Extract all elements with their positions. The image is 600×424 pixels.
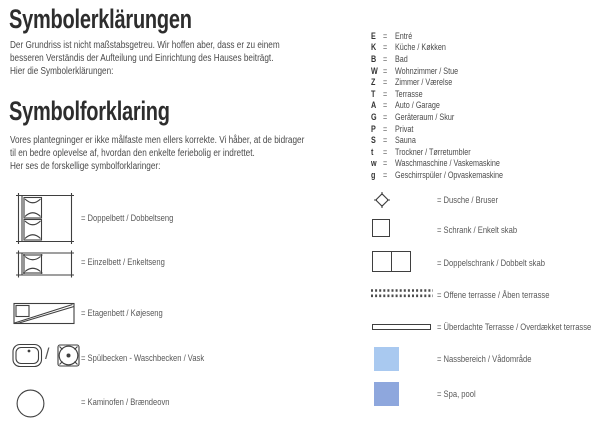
abbrev-label: Küche / Køkken bbox=[395, 42, 446, 53]
spa-pool-swatch bbox=[374, 382, 399, 406]
equals-sign: = bbox=[383, 42, 388, 53]
intro-de-line-3: Hier die Symbolerklärungen: bbox=[10, 66, 114, 77]
abbrev-row-geraeteraum bbox=[371, 111, 503, 123]
abbrev-row-privat bbox=[371, 123, 503, 135]
single-cabinet-label: = Schrank / Enkelt skab bbox=[437, 225, 518, 236]
abbrev-label: Wohnzimmer / Stue bbox=[395, 65, 459, 76]
abbrev-label: Bad bbox=[395, 53, 408, 64]
equals-sign: = bbox=[383, 65, 388, 76]
abbrev-key: P bbox=[371, 123, 376, 134]
page-title-danish: Symbolforklaring bbox=[9, 96, 170, 126]
wood-stove-icon bbox=[16, 389, 45, 418]
wet-area-swatch bbox=[374, 347, 399, 371]
page-title-german: Symbolerklärungen bbox=[9, 4, 192, 34]
abbrev-label: Geschirrspüler / Opvaskemaskine bbox=[395, 169, 504, 180]
abbrev-label: Auto / Garage bbox=[395, 100, 440, 111]
abbrev-label: Privat bbox=[395, 123, 414, 134]
abbrev-row-waschmaschine bbox=[371, 158, 503, 170]
abbrev-row-trockner bbox=[371, 146, 503, 158]
cabinet-cell bbox=[372, 251, 392, 272]
open-terrace-label: = Offene terrasse / Åben terrasse bbox=[437, 290, 550, 301]
abbrev-key: A bbox=[371, 100, 377, 111]
abbrev-row-wohnzimmer bbox=[371, 65, 503, 77]
intro-de-line-1: Der Grundriss ist nicht maßstabsgetreu. Wir hoffen aber, dass er zu einem bbox=[10, 40, 280, 51]
abbrev-key: B bbox=[371, 53, 377, 64]
shower-label: = Dusche / Bruser bbox=[437, 195, 499, 206]
equals-sign: = bbox=[383, 111, 388, 122]
intro-dk-line-2: til en bedre oplevelse af, hvordan den enkelte feriebolig er indrettet. bbox=[10, 148, 255, 159]
abbrev-label: Trockner / Tørretumbler bbox=[395, 146, 471, 157]
abbrev-label: Sauna bbox=[395, 135, 416, 146]
abbrev-row-terrasse bbox=[371, 88, 503, 100]
abbrev-key: G bbox=[371, 111, 377, 122]
spa-pool-label: = Spa, pool bbox=[437, 389, 476, 400]
abbrev-label: Terrasse bbox=[395, 88, 423, 99]
bunk-bed-label: = Etagenbett / Køjeseng bbox=[81, 308, 163, 319]
equals-sign: = bbox=[383, 135, 388, 146]
abbrev-key: T bbox=[371, 88, 376, 99]
intro-de-line-2: besseren Verständis der Aufteilung und Einrichtung des Hauses beiträgt. bbox=[10, 53, 274, 64]
washbasin-icon bbox=[57, 343, 80, 368]
equals-sign: = bbox=[383, 146, 388, 157]
double-cabinet-label: = Doppelschrank / Dobbelt skab bbox=[437, 258, 545, 269]
equals-sign: = bbox=[383, 158, 388, 169]
abbrev-label: Entré bbox=[395, 30, 413, 41]
double-bed-icon bbox=[15, 192, 75, 245]
equals-sign: = bbox=[383, 88, 388, 99]
covered-terrace-label: = Überdachte Terrasse / Overdækket terrasse bbox=[437, 322, 592, 333]
double-bed-label: = Doppelbett / Dobbeltseng bbox=[81, 213, 174, 224]
cabinet-cell bbox=[391, 251, 411, 272]
slash-separator: / bbox=[45, 346, 50, 363]
abbreviation-list bbox=[371, 30, 536, 181]
abbrev-row-auto bbox=[371, 100, 503, 112]
abbrev-row-entre bbox=[371, 30, 503, 42]
abbrev-key: t bbox=[371, 146, 374, 157]
kitchen-sink-icon bbox=[12, 343, 43, 368]
equals-sign: = bbox=[383, 53, 388, 64]
equals-sign: = bbox=[383, 123, 388, 134]
equals-sign: = bbox=[383, 77, 388, 88]
abbrev-key: w bbox=[371, 158, 377, 169]
covered-terrace-icon bbox=[372, 324, 431, 330]
equals-sign: = bbox=[383, 100, 388, 111]
abbrev-label: Zimmer / Værelse bbox=[395, 77, 453, 88]
wet-area-label: = Nassbereich / Vådområde bbox=[437, 354, 532, 365]
abbrev-row-bad bbox=[371, 53, 503, 65]
abbrev-row-geschirrspueler bbox=[371, 169, 503, 181]
equals-sign: = bbox=[383, 30, 388, 41]
single-cabinet-icon bbox=[372, 219, 390, 237]
double-cabinet-icon bbox=[372, 251, 411, 272]
abbrev-key: W bbox=[371, 65, 378, 76]
abbrev-label: Waschmaschine / Vaskemaskine bbox=[395, 158, 500, 169]
sink-label: = Spülbecken - Waschbecken / Vask bbox=[81, 353, 205, 364]
equals-sign: = bbox=[383, 169, 388, 180]
shower-icon bbox=[374, 192, 390, 208]
abbrev-row-kueche bbox=[371, 42, 503, 54]
bunk-bed-icon bbox=[13, 302, 75, 325]
abbrev-key: K bbox=[371, 42, 377, 53]
intro-dk-line-3: Her ses de forskellige symbolforklaringer: bbox=[10, 161, 161, 172]
intro-paragraph-german bbox=[10, 39, 280, 78]
intro-dk-line-1: Vores plantegninger er ikke målfaste men ellers korrekte. Vi håber, at de bidrager bbox=[10, 135, 305, 146]
abbrev-key: g bbox=[371, 169, 376, 180]
abbrev-row-zimmer bbox=[371, 76, 503, 88]
abbrev-key: S bbox=[371, 135, 376, 146]
abbrev-key: Z bbox=[371, 77, 376, 88]
intro-paragraph-danish bbox=[10, 134, 304, 173]
single-bed-icon bbox=[15, 250, 75, 278]
abbrev-label: Geräteraum / Skur bbox=[395, 111, 455, 122]
single-bed-label: = Einzelbett / Enkeltseng bbox=[81, 257, 165, 268]
abbrev-key: E bbox=[371, 30, 376, 41]
wood-stove-label: = Kaminofen / Brændeovn bbox=[81, 397, 170, 408]
open-terrace-icon bbox=[371, 289, 433, 298]
abbrev-row-sauna bbox=[371, 134, 503, 146]
